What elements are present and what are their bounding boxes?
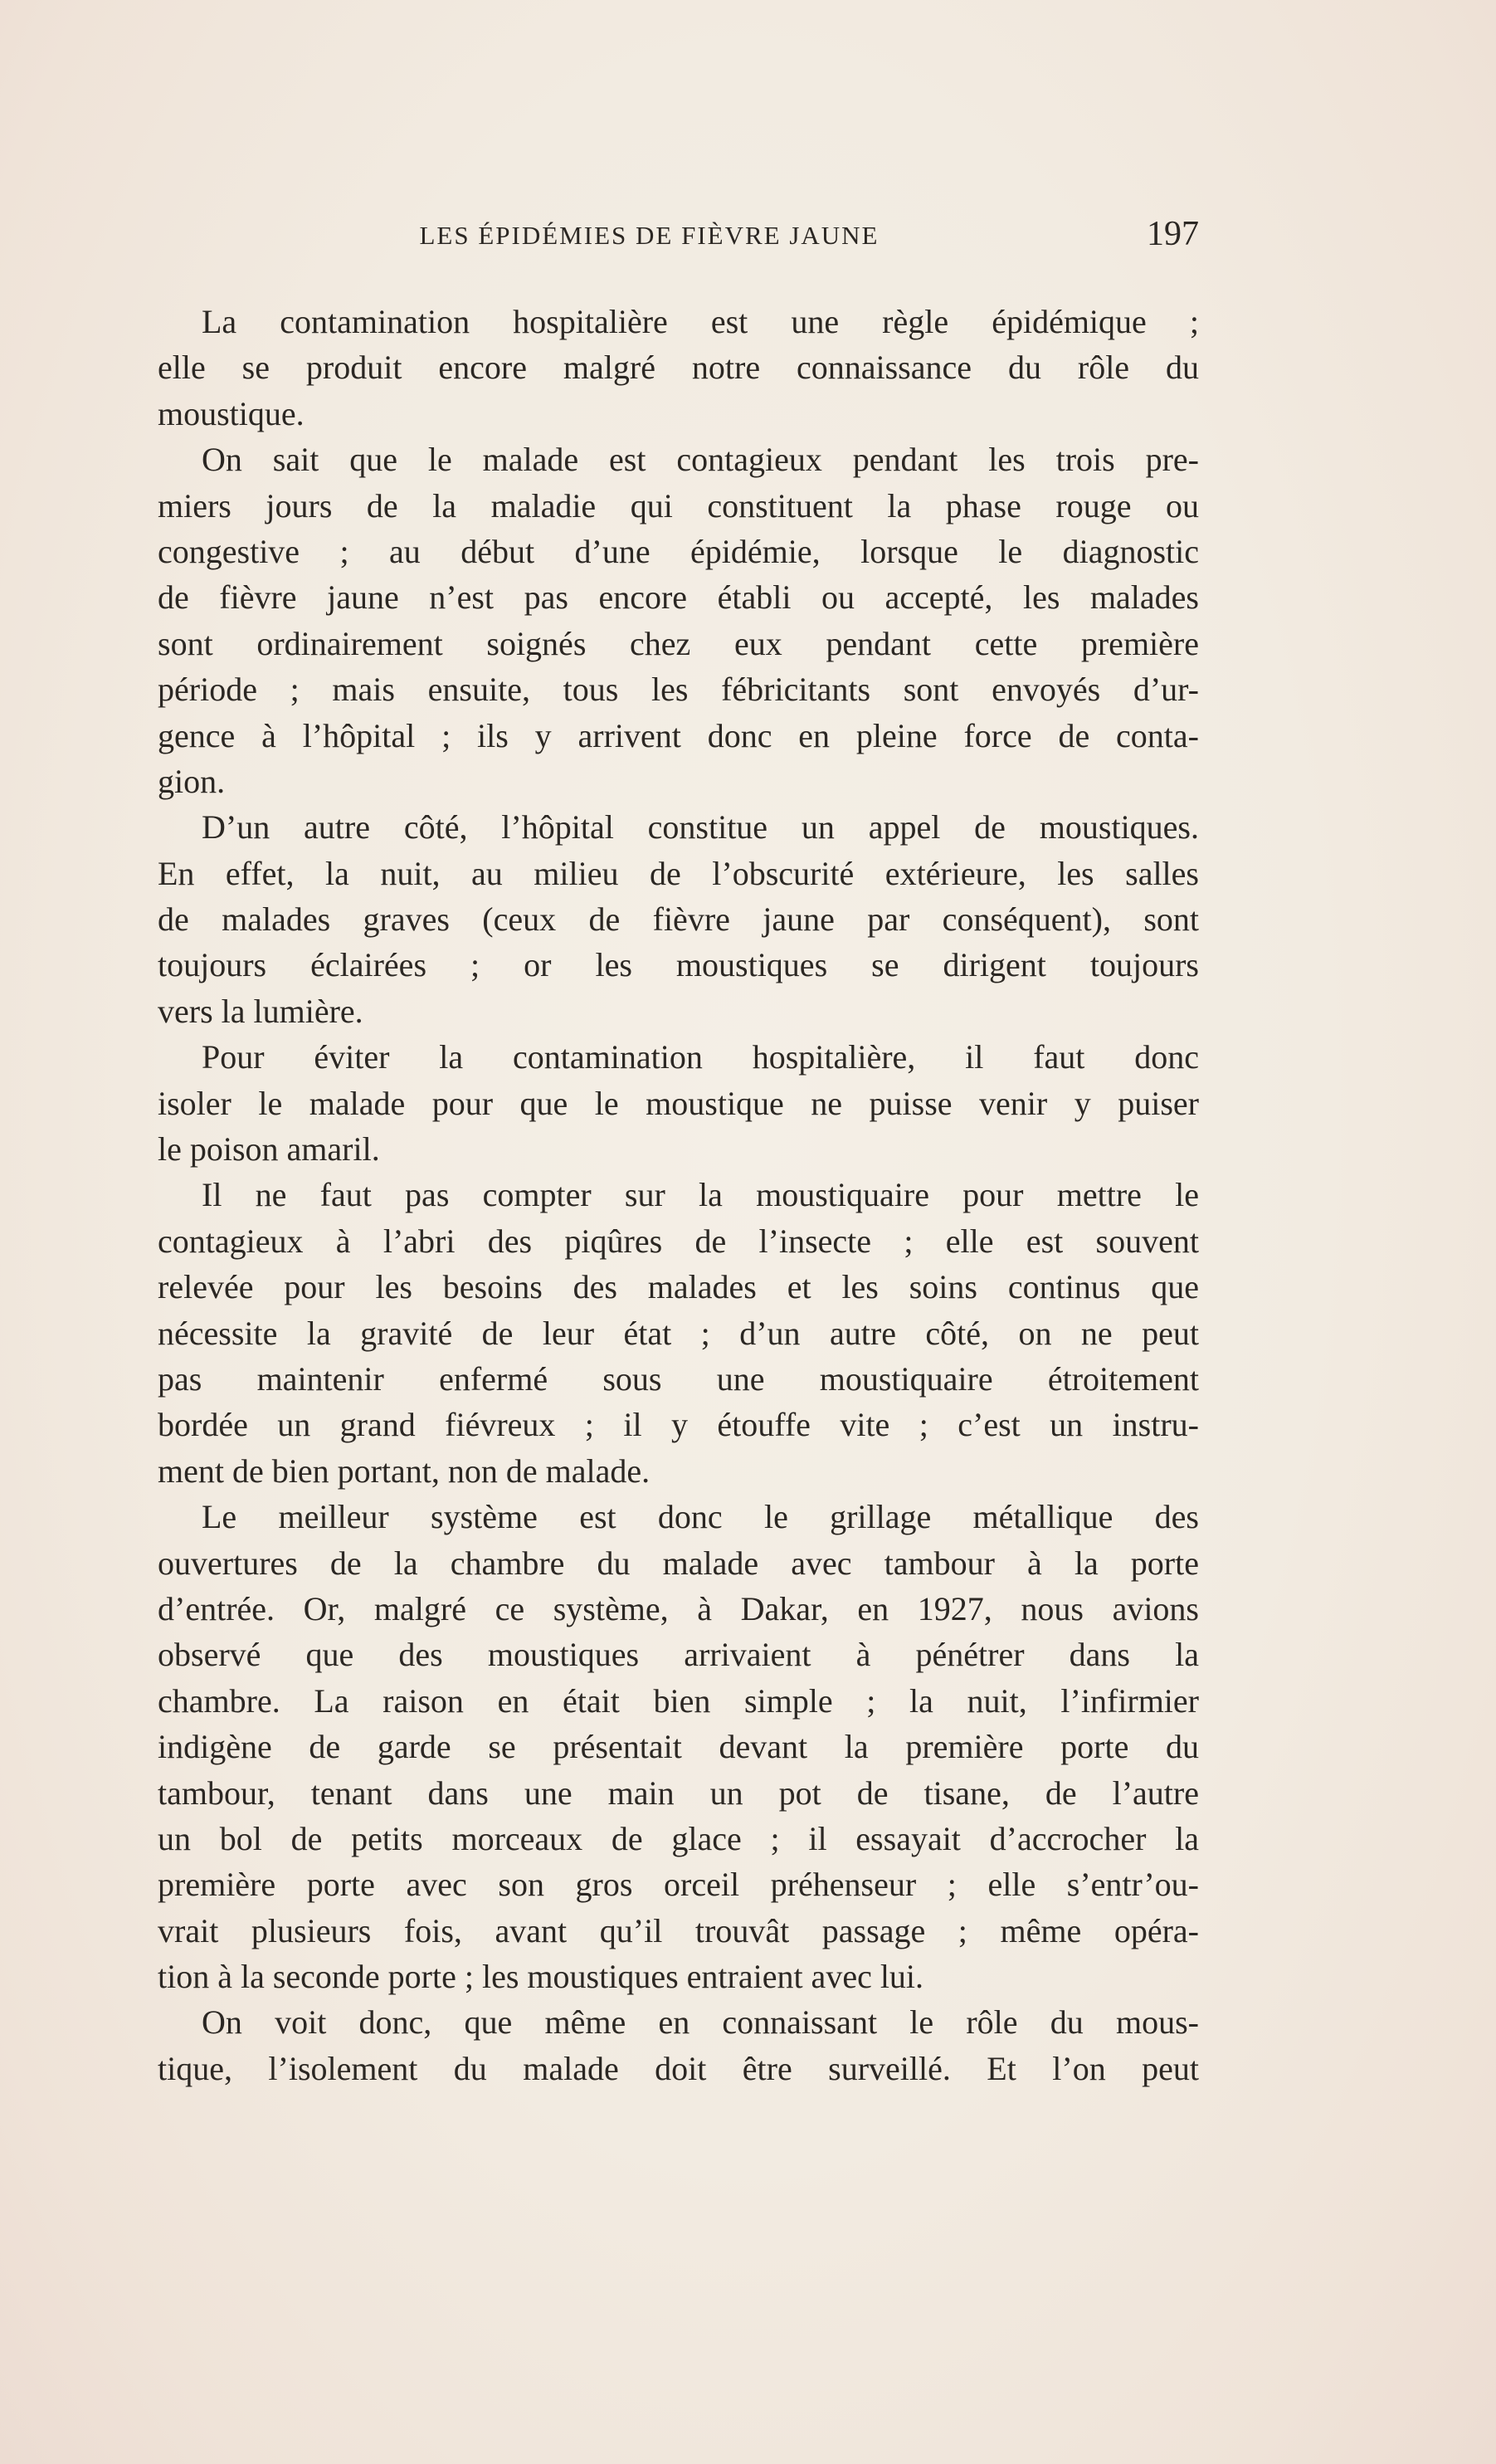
text-line: toujours éclairées ; or les moustiques se dirigent toujours: [158, 946, 1199, 984]
paragraph: [158, 804, 1199, 1034]
body-text: [158, 299, 1199, 2091]
text-line: un bol de petits morceaux de glace ; il essayait d’accrocher la: [158, 1819, 1199, 1857]
text-line: le poison amaril.: [158, 1130, 380, 1169]
text-line: de fièvre jaune n’est pas encore établi ou accepté, les malades: [158, 578, 1199, 617]
text-line: bordée un grand fiévreux ; il y étouffe vite ; c’est un instru-: [158, 1406, 1199, 1444]
text-line: ouvertures de la chambre du malade avec tambour à la porte: [158, 1544, 1199, 1582]
text-line: On sait que le malade est contagieux pendant les trois pre-: [202, 441, 1199, 479]
text-line: moustique.: [158, 394, 305, 432]
text-line: congestive ; au début d’une épidémie, lorsque le diagnostic: [158, 532, 1199, 570]
paragraph: [158, 1494, 1199, 1999]
text-line: En effet, la nuit, au milieu de l’obscurité extérieure, les salles: [158, 854, 1199, 892]
running-title: LES ÉPIDÉMIES DE FIÈVRE JAUNE: [419, 221, 880, 250]
text-line: d’entrée. Or, malgré ce système, à Dakar, en 1927, nous avions: [158, 1589, 1199, 1627]
text-line: tique, l’isolement du malade doit être surveillé. Et l’on peut: [158, 2049, 1199, 2087]
text-line: Le meilleur système est donc le grillage métallique des: [202, 1498, 1199, 1536]
text-line: relevée pour les besoins des malades et les soins continus que: [158, 1268, 1199, 1306]
text-line: isoler le malade pour que le moustique ne puisse venir y puiser: [158, 1084, 1199, 1122]
text-line: gence à l’hôpital ; ils y arrivent donc en pleine force de conta-: [158, 716, 1199, 754]
text-line: de malades graves (ceux de fièvre jaune par conséquent), sont: [158, 900, 1199, 939]
text-line: chambre. La raison en était bien simple ; la nuit, l’infirmier: [158, 1681, 1199, 1720]
text-line: sont ordinairement soignés chez eux pendant cette première: [158, 624, 1199, 662]
page-number: 197: [1147, 215, 1199, 253]
text-line: Il ne faut pas compter sur la moustiquaire pour mettre le: [202, 1176, 1199, 1214]
paragraph: [158, 299, 1199, 437]
text-line: pas maintenir enfermé sous une moustiquaire étroitement: [158, 1359, 1199, 1398]
text-line: tambour, tenant dans une main un pot de tisane, de l’autre: [158, 1774, 1199, 1812]
text-line: première porte avec son gros orceil préhenseur ; elle s’entr’ou-: [158, 1866, 1199, 1904]
text-line: période ; mais ensuite, tous les fébricitants sont envoyés d’ur-: [158, 671, 1199, 709]
text-line: vrait plusieurs fois, avant qu’il trouvât passage ; même opéra-: [158, 1911, 1199, 1949]
text-line: elle se produit encore malgré notre connaissance du rôle du: [158, 349, 1199, 387]
text-line: On voit donc, que même en connaissant le rôle du mous-: [202, 2003, 1199, 2042]
paragraph: [158, 1172, 1199, 1494]
text-line: tion à la seconde porte ; les moustiques entraient avec lui.: [158, 1958, 924, 1996]
text-line: indigène de garde se présentait devant la première porte du: [158, 1728, 1199, 1766]
text-line: D’un autre côté, l’hôpital constitue un appel de moustiques.: [202, 808, 1199, 847]
paragraph: [158, 437, 1199, 804]
running-header: [158, 214, 1199, 257]
paragraph: [158, 1999, 1199, 2091]
text-line: miers jours de la maladie qui constituent la phase rouge ou: [158, 486, 1199, 525]
text-line: gion.: [158, 762, 226, 800]
text-line: Pour éviter la contamination hospitalière, il faut donc: [202, 1038, 1199, 1076]
text-line: vers la lumière.: [158, 992, 363, 1030]
text-line: nécessite la gravité de leur état ; d’un autre côté, on ne peut: [158, 1314, 1199, 1352]
text-line: La contamination hospitalière est une règle épidémique ;: [202, 303, 1199, 340]
paragraph: [158, 1034, 1199, 1172]
text-line: ment de bien portant, non de malade.: [158, 1452, 651, 1490]
text-line: contagieux à l’abri des piqûres de l’insecte ; elle est souvent: [158, 1222, 1199, 1260]
text-line: observé que des moustiques arrivaient à pénétrer dans la: [158, 1636, 1199, 1674]
